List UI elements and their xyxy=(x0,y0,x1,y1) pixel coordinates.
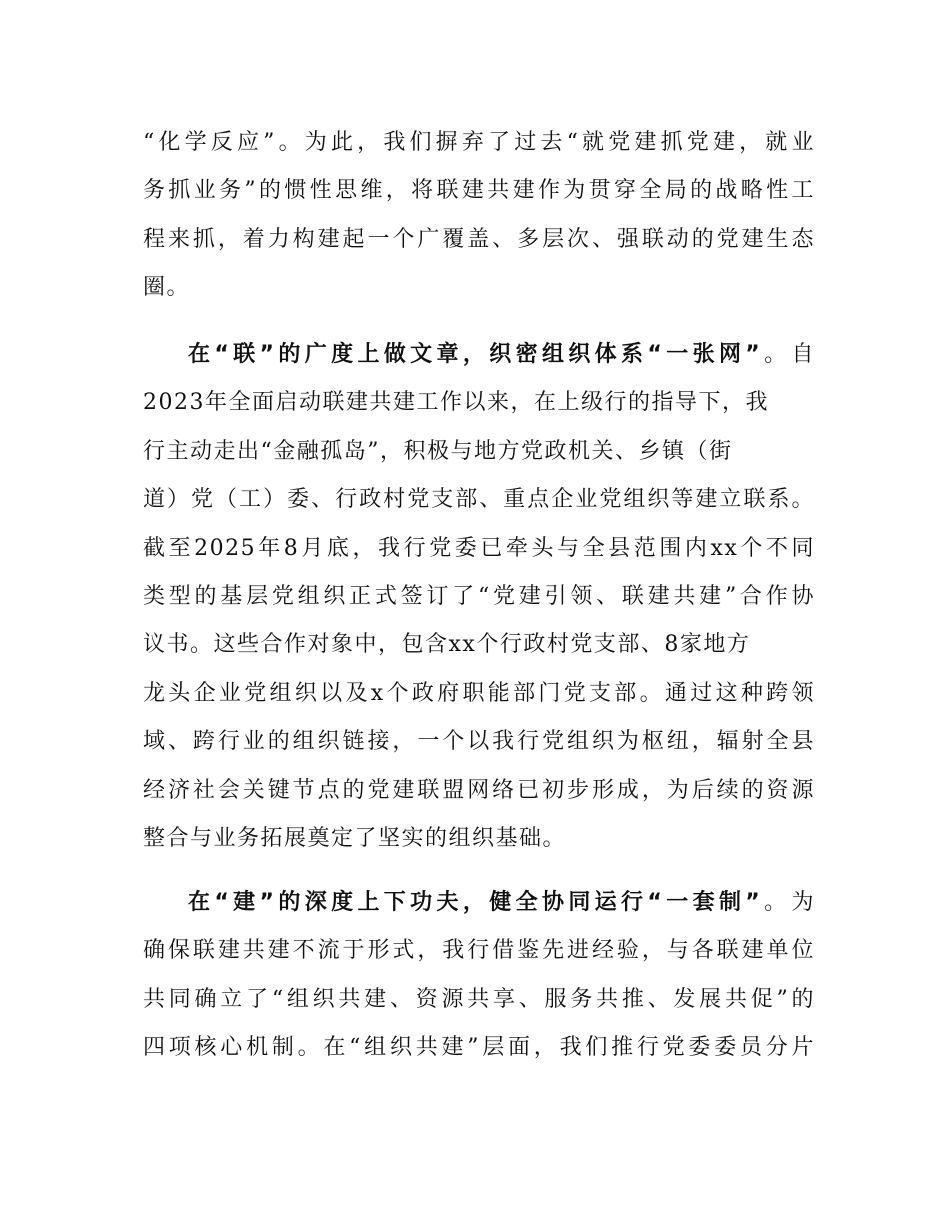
body-text: “化学反应”。为此，我们摒弃了过去“就党建抓党建，就业 xyxy=(143,130,815,155)
body-text: 。自 xyxy=(760,342,815,367)
section-heading: 在“联”的广度上做文章，织密组织体系“一张网” xyxy=(188,342,761,367)
text-line xyxy=(143,936,815,966)
text-line xyxy=(143,534,815,564)
body-text: 共同确立了“组织共建、资源共享、服务共推、发展共促”的 xyxy=(143,986,815,1012)
body-text: 务抓业务”的惯性思维，将联建共建作为贯穿全局的战略性工 xyxy=(143,178,815,204)
text-line xyxy=(143,679,815,709)
body-text: 道）党（工）委、行政村党支部、重点企业党组织等建立联系。 xyxy=(143,487,815,513)
body-text: 2023年全面启动联建共建工作以来，在上级行的指导下，我 xyxy=(143,390,769,416)
body-text: 。为 xyxy=(760,890,815,915)
text-line xyxy=(143,128,815,158)
text-line xyxy=(143,225,815,255)
body-text: 议书。这些合作对象中，包含xx个行政村党支部、8家地方 xyxy=(143,632,751,658)
text-line xyxy=(143,176,815,206)
body-text: 截至2025年8月底，我行党委已牵头与全县范围内xx个不同 xyxy=(143,535,815,561)
text-line xyxy=(143,727,815,757)
text-line xyxy=(188,888,815,918)
text-line xyxy=(143,1033,815,1063)
body-text: 类型的基层党组织正式签订了“党建引领、联建共建”合作协 xyxy=(143,584,815,609)
body-text: 四项核心机制。在“组织共建”层面，我们推行党委委员分片 xyxy=(143,1035,815,1061)
text-line xyxy=(143,273,815,303)
text-line xyxy=(143,630,815,660)
text-line xyxy=(143,437,815,467)
body-text: 确保联建共建不流于形式，我行借鉴先进经验，与各联建单位 xyxy=(143,938,815,964)
body-text: 整合与业务拓展奠定了坚实的组织基础。 xyxy=(143,826,567,851)
text-line xyxy=(188,340,815,370)
body-text: 龙头企业党组织以及x个政府职能部门党支部。通过这种跨领 xyxy=(143,680,815,706)
body-text: 圈。 xyxy=(143,275,191,301)
text-line xyxy=(143,388,815,418)
body-text: 程来抓，着力构建起一个广覆盖、多层次、强联动的党建生态 xyxy=(143,226,815,252)
text-line xyxy=(143,985,815,1015)
text-line xyxy=(143,824,815,854)
text-line xyxy=(143,776,815,806)
text-line xyxy=(143,582,815,612)
body-text: 行主动走出“金融孤岛”，积极与地方党政机关、乡镇（街 xyxy=(143,438,733,464)
body-text: 域、跨行业的组织链接，一个以我行党组织为枢纽，辐射全县 xyxy=(143,729,815,755)
body-text: 经济社会关键节点的党建联盟网络已初步形成，为后续的资源 xyxy=(143,777,815,803)
text-line xyxy=(143,485,815,515)
section-heading: 在“建”的深度上下功夫，健全协同运行“一套制” xyxy=(188,890,761,915)
